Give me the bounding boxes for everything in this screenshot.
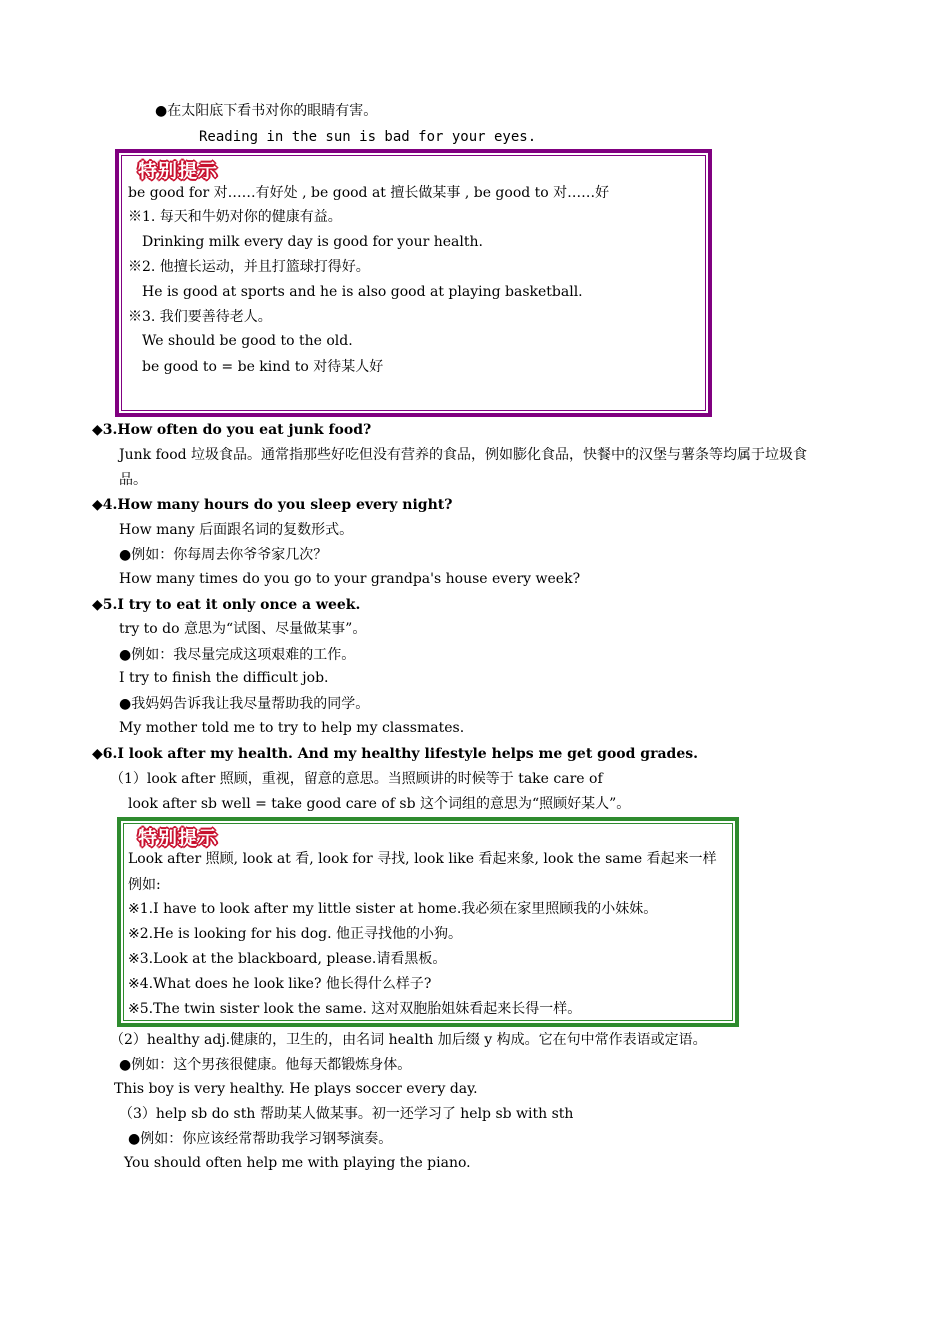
section-text: look after sb well = take good care of sb 这个词组的意思为“照顾好某人”。	[128, 796, 631, 812]
section-text: （2）healthy adj.健康的，卫生的，由名词 health 加后缀 y 构成。它在句中常作表语或定语。	[110, 1032, 707, 1048]
tip-phrase-list: be good for 对……有好处 , be good at 擅长做某事 , be good to 对……好	[128, 185, 610, 201]
tip-note: be good to = be kind to 对待某人好	[142, 359, 384, 375]
section-text: try to do 意思为“试图、尽量做某事”。	[119, 621, 367, 637]
section-heading-3: ◆3.How often do you eat junk food?	[92, 422, 372, 438]
special-tip-title: 特别提示	[138, 827, 219, 849]
tip-example-en: He is good at sports and he is also good at playing basketball.	[142, 284, 583, 300]
section-text: How many 后面跟名词的复数形式。	[119, 522, 354, 538]
tip-example-en: We should be good to the old.	[142, 333, 353, 349]
example-sentence-zh: ●例如：你应该经常帮助我学习钢琴演奏。	[128, 1131, 393, 1147]
tip-example-zh: ※2. 他擅长运动，并且打篮球打得好。	[128, 259, 370, 275]
tip-label: 例如:	[128, 877, 161, 893]
section-heading-5: ◆5.I try to eat it only once a week.	[92, 597, 361, 613]
example-sentence-en: How many times do you go to your grandpa's house every week?	[119, 571, 581, 587]
section-text: （1）look after 照顾，重视，留意的意思。当照顾讲的时候等于 take care of	[110, 771, 603, 787]
tip-example-zh: ※1. 每天和牛奶对你的健康有益。	[128, 209, 342, 225]
example-sentence-en: This boy is very healthy. He plays soccer every day.	[114, 1081, 478, 1097]
example-sentence-zh: ●我妈妈告诉我让我尽量帮助我的同学。	[119, 696, 370, 712]
tip-example-zh: ※3. 我们要善待老人。	[128, 309, 272, 325]
section-heading-4: ◆4.How many hours do you sleep every night?	[92, 497, 453, 513]
tip-example: ※3.Look at the blackboard, please.请看黑板。	[128, 951, 447, 967]
special-tip-title: 特别提示	[138, 160, 219, 182]
section-heading-6: ◆6.I look after my health. And my healthy lifestyle helps me get good grades.	[92, 746, 698, 762]
section-text: （3）help sb do sth 帮助某人做某事。初一还学习了 help sb with sth	[119, 1106, 574, 1122]
section-text: 品。	[119, 472, 147, 488]
example-sentence-en: I try to finish the difficult job.	[119, 670, 329, 686]
example-sentence-zh: ●在太阳底下看书对你的眼睛有害。	[155, 103, 378, 119]
example-sentence-en: Reading in the sun is bad for your eyes.	[199, 129, 537, 145]
section-text: Junk food 垃圾食品。通常指那些好吃但没有营养的食品，例如膨化食品，快餐中的汉堡与薯条等均属于垃圾食	[119, 447, 808, 463]
tip-example: ※1.I have to look after my little sister at home.我必须在家里照顾我的小妹妹。	[128, 901, 658, 917]
example-sentence-zh: ●例如：我尽量完成这项艰难的工作。	[119, 647, 356, 663]
example-sentence-zh: ●例如：这个男孩很健康。他每天都锻炼身体。	[119, 1057, 412, 1073]
example-sentence-en: You should often help me with playing the piano.	[124, 1155, 471, 1171]
tip-phrase-list: Look after 照顾, look at 看, look for 寻找, look like 看起来象, look the same 看起来一样	[128, 851, 717, 867]
example-sentence-en: My mother told me to try to help my classmates.	[119, 720, 465, 736]
example-sentence-zh: ●例如：你每周去你爷爷家几次？	[119, 547, 328, 563]
tip-example: ※4.What does he look like? 他长得什么样子?	[128, 976, 432, 992]
tip-example: ※2.He is looking for his dog. 他正寻找他的小狗。	[128, 926, 463, 942]
tip-example-en: Drinking milk every day is good for your health.	[142, 234, 483, 250]
tip-example: ※5.The twin sister look the same. 这对双胞胎姐妹看起来长得一样。	[128, 1001, 582, 1017]
